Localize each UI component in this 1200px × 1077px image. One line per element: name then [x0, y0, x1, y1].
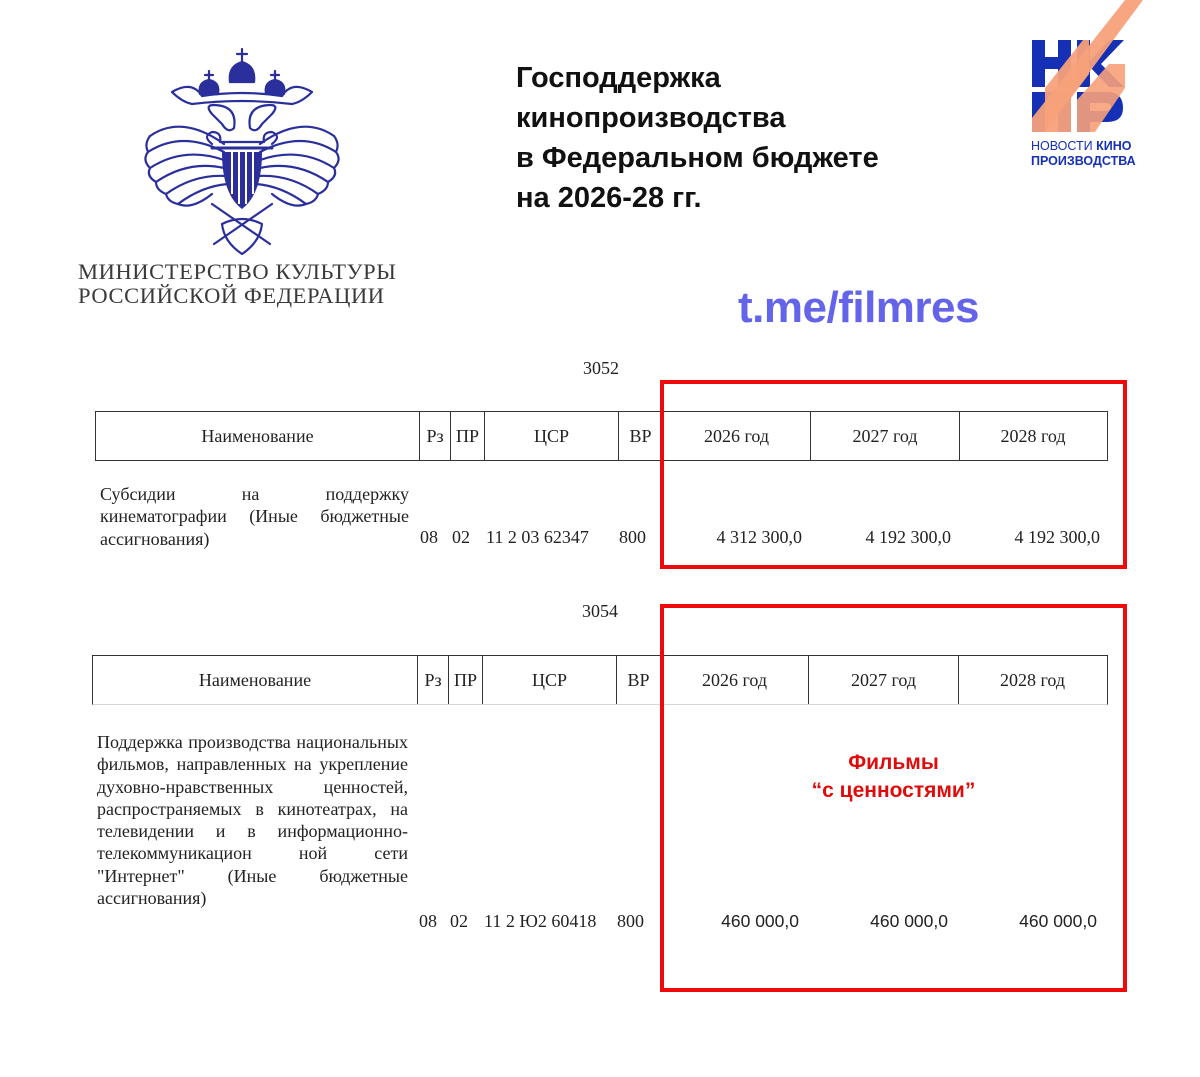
annotation-films [664, 749, 1123, 805]
header-2026: 2026 год [661, 656, 809, 704]
ministry-name-line2: РОССИЙСКОЙ ФЕДЕРАЦИИ [78, 283, 385, 308]
brand-caption-news: НОВОСТИ [1031, 139, 1097, 153]
row-csr: 11 2 03 62347 [486, 527, 589, 547]
row-value-2028: 460 000,0 [1019, 911, 1097, 931]
title-line2: кинопроизводства [516, 102, 786, 134]
header-name: Наименование [96, 412, 420, 460]
row-csr: 11 2 Ю2 60418 [484, 911, 597, 931]
header-2028: 2028 год [1000, 425, 1066, 446]
row-value-2026: 460 000,0 [721, 911, 799, 931]
header-pr: ПР [451, 412, 485, 460]
header-2027: 2027 год [811, 412, 960, 460]
brand-caption-kino: КИНО [1096, 139, 1132, 153]
ministry-name-line1: МИНИСТЕРСТВО КУЛЬТУРЫ [78, 259, 397, 284]
title-line3: в Федеральном бюджете [516, 142, 879, 174]
header-pr: ПР [449, 656, 483, 704]
row-value-2026: 4 312 300,0 [716, 527, 802, 547]
row-vr: 800 [617, 911, 644, 931]
page-title [516, 58, 956, 218]
header-vr: ВР [617, 656, 661, 704]
row-vr: 800 [619, 527, 646, 547]
row-value-2027: 4 192 300,0 [865, 527, 951, 547]
highlight-box-3054 [660, 604, 1127, 992]
brand-caption [1031, 139, 1136, 169]
row-value-2028: 4 192 300,0 [1014, 527, 1100, 547]
header-name: Наименование [93, 656, 418, 704]
row-pr: 02 [450, 911, 468, 931]
row-name: Поддержка производства национальных фильмов, направленных на укрепление духовно-нравственных ценностей, распространяемых в кинотеатрах, на телевидении и в информационно-телекоммуникацион ной сети "Интернет" (Иные бюджетные ассигнования) [97, 732, 408, 909]
annotation-line1: Фильмы [848, 751, 939, 774]
highlight-box-3052 [660, 380, 1127, 569]
header-vr: ВР [619, 412, 663, 460]
title-line1: Господдержка [516, 62, 721, 94]
brand-caption-production: ПРОИЗВОДСТВА [1031, 154, 1136, 168]
page-number: 3052 [583, 358, 619, 378]
header-2027: 2027 год [809, 656, 959, 704]
ministry-name [78, 260, 408, 308]
ministry-emblem-icon [142, 44, 342, 259]
row-value-2027: 460 000,0 [870, 911, 948, 931]
row-pr: 02 [452, 527, 470, 547]
telegram-link[interactable]: t.me/filmres [738, 283, 979, 332]
header-2026: 2026 год [663, 412, 811, 460]
row-name: Субсидии на поддержку кинематографии (Иные бюджетные ассигнования) [100, 484, 409, 549]
header-2028: 2028 год [999, 669, 1066, 690]
page-number: 3054 [582, 601, 618, 621]
header-rz: Рз [420, 412, 451, 460]
title-line4: на 2026-28 гг. [516, 182, 702, 214]
row-rz: 08 [419, 911, 437, 931]
row-rz: 08 [420, 527, 438, 547]
header-csr: ЦСР [483, 656, 617, 704]
annotation-line2: “с ценностями” [811, 779, 976, 802]
header-rz: Рз [418, 656, 449, 704]
header-csr: ЦСР [485, 412, 619, 460]
